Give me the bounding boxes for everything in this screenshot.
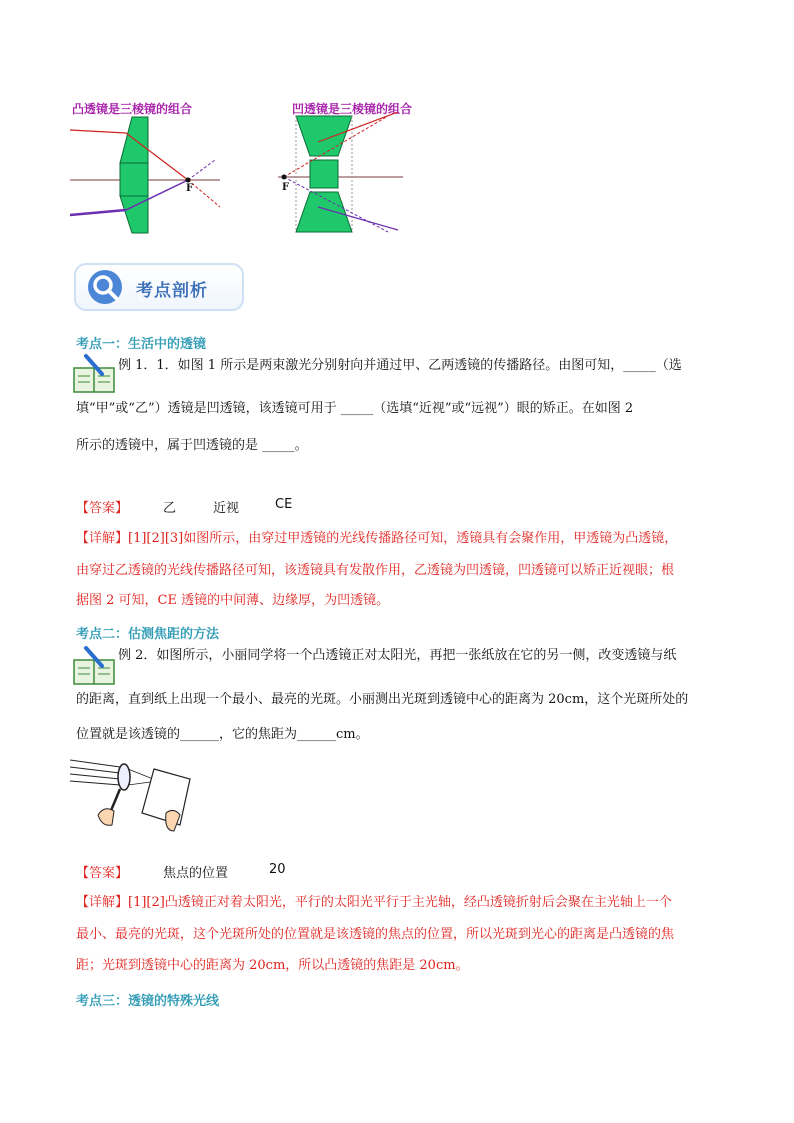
- convex-diagram-caption: 凸透镜是三棱镜的组合: [72, 102, 193, 116]
- point2-detail-line1: 【详解】[1][2]凸透镜正对着太阳光，平行的太阳光平行于主光轴，经凸透镜折射后会聚在主光轴上一个: [76, 895, 672, 910]
- point1-example-line1: 例 1．1．如图 1 所示是两束激光分别射向并通过甲、乙两透镜的传播路径。由图可知，_____（选: [118, 358, 682, 373]
- concave-focus-label: F: [282, 182, 290, 193]
- point1-example-line2: 填“甲”或“乙”）透镜是凹透镜，该透镜可用于 _____（选填“近视”或“远视”）眼的矫正。在如图 2: [76, 401, 634, 416]
- book-icon: [72, 644, 118, 686]
- point2-example-line2: 的距离，直到纸上出现一个最小、最亮的光斑。小丽测出光斑到透镜中心的距离为 20cm，这个光斑所处的: [76, 692, 689, 707]
- point2-answer-1: 焦点的位置: [163, 866, 229, 881]
- point1-answer-label: 【答案】: [76, 501, 129, 516]
- section-banner-title: 考点剖析: [136, 281, 208, 301]
- concave-lens-diagram: [278, 112, 408, 234]
- point2-example-line3: 位置就是该透镜的______，它的焦距为______cm。: [76, 727, 369, 742]
- point2-answer-2: 20: [269, 862, 286, 877]
- point3-heading: 考点三：透镜的特殊光线: [76, 994, 220, 1009]
- point1-heading: 考点一：生活中的透镜: [76, 337, 207, 352]
- book-icon: [72, 352, 118, 394]
- convex-lens-diagram: [70, 115, 230, 235]
- point2-detail-line3: 距；光斑到透镜中心的距离为 20cm，所以凸透镜的焦距是 20cm。: [76, 958, 469, 973]
- concave-diagram-caption: 凹透镜是三棱镜的组合: [292, 102, 413, 116]
- point1-answer-3: CE: [275, 497, 293, 512]
- point2-example-line1: 例 2．如图所示，小丽同学将一个凸透镜正对太阳光，再把一张纸放在它的另一侧，改变透镜与纸: [118, 648, 677, 663]
- point1-answer-2: 近视: [213, 501, 240, 516]
- point1-answer-1: 乙: [163, 501, 177, 516]
- lens-sunlight-illustration: [70, 755, 200, 835]
- search-icon: [86, 268, 126, 306]
- point1-detail-line1: 【详解】[1][2][3]如图所示，由穿过甲透镜的光线传播路径可知，透镜具有会聚作用，甲透镜为凸透镜，: [76, 531, 678, 546]
- convex-focus-label: F: [186, 183, 194, 194]
- point2-heading: 考点二：估测焦距的方法: [76, 627, 220, 642]
- point2-detail-line2: 最小、最亮的光斑，这个光斑所处的位置就是该透镜的焦点的位置，所以光斑到光心的距离是凸透镜的焦: [76, 927, 675, 942]
- point1-detail-line2: 由穿过乙透镜的光线传播路径可知，该透镜具有发散作用，乙透镜为凹透镜，凹透镜可以矫正近视眼；根: [76, 563, 675, 578]
- point1-detail-line3: 据图 2 可知，CE 透镜的中间薄、边缘厚，为凹透镜。: [76, 593, 390, 608]
- point1-example-line3: 所示的透镜中，属于凹透镜的是 _____。: [76, 438, 308, 453]
- point2-answer-label: 【答案】: [76, 866, 129, 881]
